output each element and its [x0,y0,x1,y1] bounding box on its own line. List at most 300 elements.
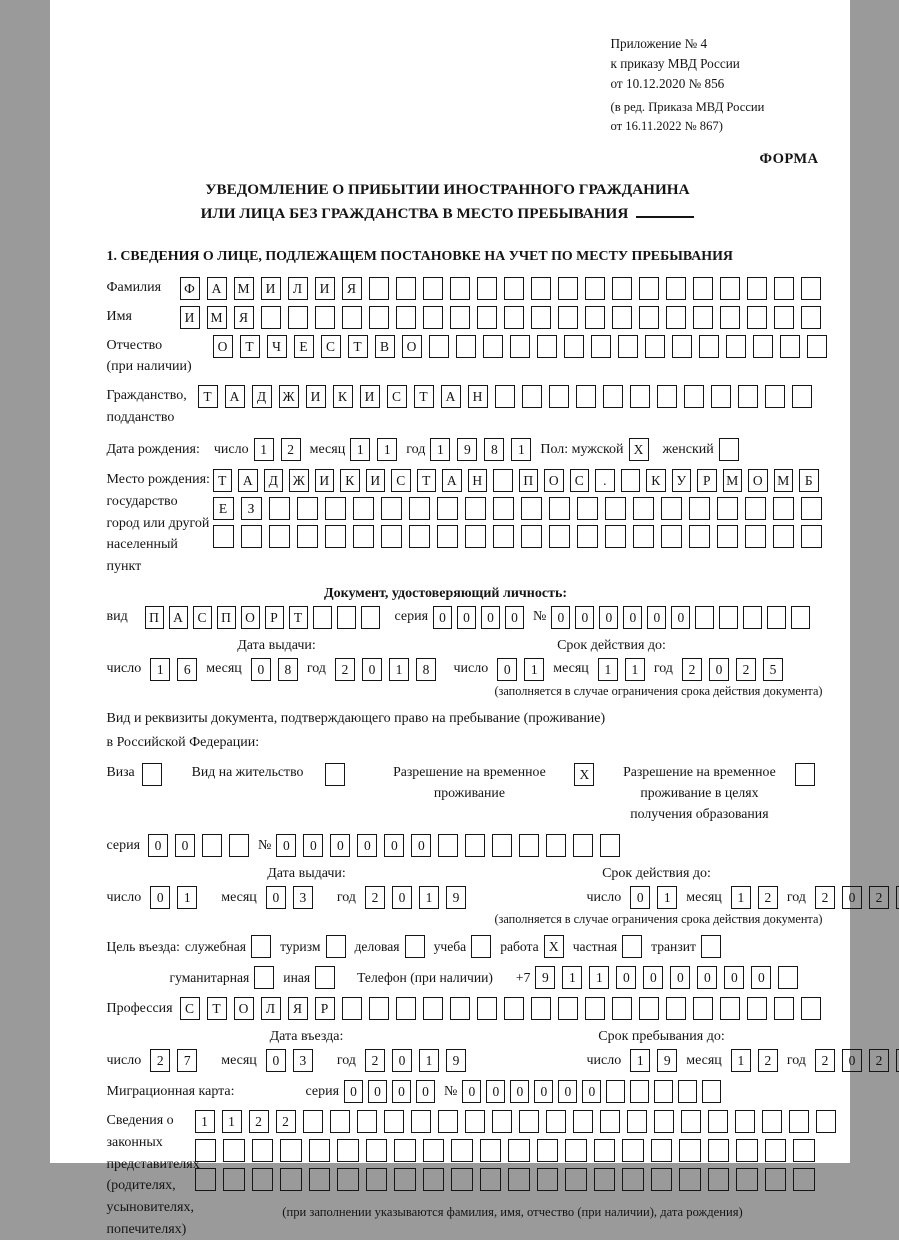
char-box[interactable] [450,306,470,329]
char-box[interactable]: 0 [616,966,636,989]
char-box[interactable] [621,469,641,492]
char-box[interactable] [405,935,425,958]
char-box[interactable]: X [544,935,564,958]
char-box[interactable] [450,277,470,300]
char-box[interactable] [519,1110,539,1133]
char-box[interactable] [537,335,557,358]
char-box[interactable] [313,606,332,629]
char-box[interactable]: 0 [486,1080,505,1103]
char-box[interactable]: В [375,335,395,358]
char-box[interactable] [651,1139,673,1162]
char-box[interactable]: 0 [457,606,476,629]
char-box[interactable] [504,997,524,1020]
char-box[interactable] [519,834,539,857]
char-box[interactable] [465,525,486,548]
char-box[interactable]: 9 [446,886,466,909]
char-box[interactable]: 2 [736,658,756,681]
char-box[interactable] [280,1168,302,1191]
char-box[interactable]: 1 [177,886,197,909]
char-box[interactable]: Т [348,335,368,358]
char-box[interactable] [521,525,542,548]
char-box[interactable]: Т [414,385,434,408]
char-box[interactable]: 2 [276,1110,296,1133]
char-box[interactable] [693,306,713,329]
char-box[interactable] [577,525,598,548]
char-box[interactable]: 0 [599,606,618,629]
char-box[interactable] [477,277,497,300]
char-box[interactable]: 1 [222,1110,242,1133]
char-box[interactable] [807,335,827,358]
char-box[interactable]: 0 [647,606,666,629]
char-box[interactable] [689,525,710,548]
char-box[interactable]: 0 [842,1049,862,1072]
char-box[interactable]: 2 [365,886,385,909]
char-box[interactable] [508,1168,530,1191]
char-box[interactable] [315,306,335,329]
char-box[interactable]: Т [213,469,233,492]
char-box[interactable] [297,497,318,520]
char-box[interactable]: 0 [251,658,271,681]
char-box[interactable] [549,385,569,408]
char-box[interactable] [381,497,402,520]
char-box[interactable]: 0 [481,606,500,629]
char-box[interactable]: X [574,763,594,786]
char-box[interactable]: Е [294,335,314,358]
char-box[interactable] [549,525,570,548]
char-box[interactable] [585,306,605,329]
char-box[interactable]: Р [315,997,335,1020]
char-box[interactable] [661,525,682,548]
char-box[interactable] [801,497,822,520]
char-box[interactable] [612,997,632,1020]
char-box[interactable]: С [387,385,407,408]
char-box[interactable] [357,1110,377,1133]
char-box[interactable]: А [441,385,461,408]
char-box[interactable] [738,385,758,408]
char-box[interactable]: 0 [724,966,744,989]
char-box[interactable] [396,997,416,1020]
char-box[interactable]: 2 [758,886,778,909]
char-box[interactable]: 2 [365,1049,385,1072]
char-box[interactable] [315,966,335,989]
char-box[interactable] [630,1080,649,1103]
char-box[interactable]: Д [252,385,272,408]
char-box[interactable]: 0 [751,966,771,989]
char-box[interactable] [480,1168,502,1191]
char-box[interactable]: 2 [815,1049,835,1072]
char-box[interactable]: 0 [368,1080,387,1103]
char-box[interactable] [801,277,821,300]
char-box[interactable]: Ж [279,385,299,408]
char-box[interactable]: А [238,469,258,492]
char-box[interactable]: 0 [330,834,350,857]
char-box[interactable] [353,497,374,520]
char-box[interactable] [594,1168,616,1191]
char-box[interactable]: 2 [335,658,355,681]
char-box[interactable] [366,1168,388,1191]
char-box[interactable] [774,997,794,1020]
char-box[interactable] [381,525,402,548]
char-box[interactable] [701,935,721,958]
char-box[interactable] [792,385,812,408]
char-box[interactable] [303,1110,323,1133]
char-box[interactable]: И [261,277,281,300]
char-box[interactable] [726,335,746,358]
char-box[interactable]: 0 [582,1080,601,1103]
char-box[interactable] [622,1168,644,1191]
char-box[interactable]: С [193,606,212,629]
char-box[interactable]: 9 [657,1049,677,1072]
char-box[interactable] [223,1168,245,1191]
char-box[interactable]: Т [207,997,227,1020]
char-box[interactable]: X [629,438,649,461]
char-box[interactable] [493,497,514,520]
char-box[interactable] [639,277,659,300]
char-box[interactable]: 0 [266,1049,286,1072]
char-box[interactable] [546,834,566,857]
char-box[interactable] [600,834,620,857]
char-box[interactable] [477,306,497,329]
char-box[interactable]: О [213,335,233,358]
char-box[interactable]: Ж [289,469,309,492]
char-box[interactable] [708,1139,730,1162]
char-box[interactable]: 0 [623,606,642,629]
char-box[interactable]: 3 [293,1049,313,1072]
char-box[interactable] [773,497,794,520]
char-box[interactable] [142,763,162,786]
char-box[interactable] [633,525,654,548]
char-box[interactable]: А [169,606,188,629]
char-box[interactable] [409,497,430,520]
char-box[interactable] [573,834,593,857]
char-box[interactable]: 9 [457,438,477,461]
char-box[interactable] [651,1168,673,1191]
char-box[interactable] [679,1139,701,1162]
char-box[interactable] [603,385,623,408]
char-box[interactable] [720,997,740,1020]
char-box[interactable]: 9 [446,1049,466,1072]
char-box[interactable]: 1 [195,1110,215,1133]
char-box[interactable] [429,335,449,358]
char-box[interactable]: 0 [842,886,862,909]
char-box[interactable]: 0 [697,966,717,989]
char-box[interactable] [483,335,503,358]
char-box[interactable] [223,1139,245,1162]
char-box[interactable]: 0 [551,606,570,629]
char-box[interactable]: 0 [362,658,382,681]
char-box[interactable] [708,1168,730,1191]
char-box[interactable] [657,385,677,408]
char-box[interactable] [577,497,598,520]
char-box[interactable]: И [315,277,335,300]
char-box[interactable] [326,935,346,958]
char-box[interactable] [672,335,692,358]
char-box[interactable]: Т [198,385,218,408]
char-box[interactable]: 0 [671,606,690,629]
char-box[interactable] [591,335,611,358]
char-box[interactable] [361,606,380,629]
char-box[interactable] [537,1139,559,1162]
char-box[interactable] [325,525,346,548]
char-box[interactable] [717,497,738,520]
char-box[interactable]: О [241,606,260,629]
char-box[interactable] [251,935,271,958]
char-box[interactable]: И [180,306,200,329]
char-box[interactable]: 0 [510,1080,529,1103]
char-box[interactable] [280,1139,302,1162]
char-box[interactable] [576,385,596,408]
char-box[interactable]: 0 [357,834,377,857]
char-box[interactable]: 0 [150,886,170,909]
char-box[interactable]: К [340,469,360,492]
char-box[interactable]: Ф [180,277,200,300]
char-box[interactable]: 0 [266,886,286,909]
char-box[interactable]: А [442,469,462,492]
char-box[interactable]: О [544,469,564,492]
char-box[interactable]: О [234,997,254,1020]
char-box[interactable] [693,997,713,1020]
char-box[interactable] [558,997,578,1020]
char-box[interactable]: 1 [377,438,397,461]
char-box[interactable] [765,385,785,408]
char-box[interactable] [492,1110,512,1133]
char-box[interactable] [437,497,458,520]
char-box[interactable]: 2 [758,1049,778,1072]
char-box[interactable] [605,497,626,520]
char-box[interactable]: 1 [598,658,618,681]
char-box[interactable]: Р [265,606,284,629]
char-box[interactable] [330,1110,350,1133]
char-box[interactable]: 0 [462,1080,481,1103]
char-box[interactable] [504,306,524,329]
char-box[interactable]: О [402,335,422,358]
char-box[interactable] [411,1110,431,1133]
char-box[interactable]: С [321,335,341,358]
char-box[interactable]: 9 [535,966,555,989]
char-box[interactable]: 1 [254,438,274,461]
char-box[interactable]: 0 [670,966,690,989]
char-box[interactable] [747,997,767,1020]
char-box[interactable]: М [723,469,743,492]
char-box[interactable] [456,335,476,358]
char-box[interactable] [297,525,318,548]
char-box[interactable]: Е [213,497,234,520]
char-box[interactable] [309,1168,331,1191]
char-box[interactable]: И [366,469,386,492]
char-box[interactable]: 5 [763,658,783,681]
char-box[interactable]: Т [240,335,260,358]
char-box[interactable] [471,935,491,958]
char-box[interactable] [633,497,654,520]
char-box[interactable]: 0 [344,1080,363,1103]
char-box[interactable] [743,606,762,629]
char-box[interactable] [252,1168,274,1191]
char-box[interactable] [229,834,249,857]
char-box[interactable]: 0 [630,886,650,909]
char-box[interactable]: 2 [249,1110,269,1133]
char-box[interactable] [736,1168,758,1191]
char-box[interactable] [816,1110,836,1133]
char-box[interactable] [774,277,794,300]
char-box[interactable] [678,1080,697,1103]
char-box[interactable] [600,1110,620,1133]
char-box[interactable] [342,997,362,1020]
char-box[interactable]: 0 [558,1080,577,1103]
char-box[interactable] [689,497,710,520]
char-box[interactable]: 2 [281,438,301,461]
char-box[interactable]: 1 [731,886,751,909]
char-box[interactable] [477,997,497,1020]
char-box[interactable] [585,277,605,300]
char-box[interactable] [438,834,458,857]
char-box[interactable]: Н [468,385,488,408]
char-box[interactable] [622,935,642,958]
char-box[interactable] [384,1110,404,1133]
char-box[interactable] [801,306,821,329]
char-box[interactable] [585,997,605,1020]
char-box[interactable] [423,277,443,300]
char-box[interactable]: 0 [392,1049,412,1072]
char-box[interactable] [639,997,659,1020]
char-box[interactable]: 0 [392,1080,411,1103]
char-box[interactable]: Б [799,469,819,492]
char-box[interactable]: Л [261,997,281,1020]
char-box[interactable]: М [234,277,254,300]
char-box[interactable] [645,335,665,358]
char-box[interactable] [605,525,626,548]
char-box[interactable] [369,277,389,300]
char-box[interactable] [793,1139,815,1162]
char-box[interactable]: 0 [505,606,524,629]
char-box[interactable] [369,306,389,329]
char-box[interactable] [780,335,800,358]
char-box[interactable] [465,834,485,857]
char-box[interactable] [618,335,638,358]
char-box[interactable] [719,438,739,461]
char-box[interactable] [801,525,822,548]
char-box[interactable] [269,497,290,520]
char-box[interactable] [342,306,362,329]
char-box[interactable] [765,1139,787,1162]
char-box[interactable] [531,306,551,329]
char-box[interactable]: 6 [177,658,197,681]
char-box[interactable] [745,497,766,520]
char-box[interactable]: . [595,469,615,492]
char-box[interactable]: С [391,469,411,492]
char-box[interactable] [423,306,443,329]
char-box[interactable]: 0 [303,834,323,857]
char-box[interactable] [508,1139,530,1162]
char-box[interactable]: Д [264,469,284,492]
char-box[interactable] [719,606,738,629]
char-box[interactable] [778,966,798,989]
char-box[interactable] [396,277,416,300]
char-box[interactable]: 0 [643,966,663,989]
char-box[interactable] [717,525,738,548]
char-box[interactable] [521,497,542,520]
char-box[interactable]: И [306,385,326,408]
char-box[interactable]: Т [417,469,437,492]
char-box[interactable]: 2 [682,658,702,681]
char-box[interactable] [394,1168,416,1191]
char-box[interactable] [708,1110,728,1133]
char-box[interactable]: 1 [511,438,531,461]
char-box[interactable] [661,497,682,520]
char-box[interactable]: 0 [276,834,296,857]
char-box[interactable]: О [748,469,768,492]
char-box[interactable]: Я [234,306,254,329]
char-box[interactable] [493,525,514,548]
char-box[interactable] [522,385,542,408]
char-box[interactable]: А [207,277,227,300]
char-box[interactable]: 3 [293,886,313,909]
char-box[interactable] [747,277,767,300]
char-box[interactable]: М [207,306,227,329]
char-box[interactable] [565,1139,587,1162]
char-box[interactable]: Л [288,277,308,300]
char-box[interactable] [654,1080,673,1103]
char-box[interactable] [195,1168,217,1191]
char-box[interactable] [789,1110,809,1133]
char-box[interactable] [684,385,704,408]
char-box[interactable] [711,385,731,408]
char-box[interactable] [252,1139,274,1162]
char-box[interactable] [699,335,719,358]
char-box[interactable] [666,277,686,300]
char-box[interactable]: К [646,469,666,492]
char-box[interactable]: 0 [433,606,452,629]
char-box[interactable]: К [333,385,353,408]
char-box[interactable]: 1 [657,886,677,909]
char-box[interactable] [451,1139,473,1162]
char-box[interactable]: 8 [278,658,298,681]
char-box[interactable] [531,997,551,1020]
char-box[interactable]: Р [697,469,717,492]
char-box[interactable] [465,1110,485,1133]
char-box[interactable] [423,997,443,1020]
char-box[interactable] [438,1110,458,1133]
char-box[interactable] [493,469,513,492]
char-box[interactable]: 1 [731,1049,751,1072]
char-box[interactable]: 0 [392,886,412,909]
char-box[interactable]: 2 [869,886,889,909]
char-box[interactable]: 8 [484,438,504,461]
char-box[interactable]: И [315,469,335,492]
char-box[interactable] [795,763,815,786]
char-box[interactable] [423,1168,445,1191]
char-box[interactable]: 1 [430,438,450,461]
char-box[interactable]: 0 [384,834,404,857]
char-box[interactable] [558,277,578,300]
char-box[interactable] [573,1110,593,1133]
char-box[interactable] [612,306,632,329]
char-box[interactable] [558,306,578,329]
char-box[interactable] [480,1139,502,1162]
char-box[interactable]: 7 [177,1049,197,1072]
char-box[interactable] [606,1080,625,1103]
char-box[interactable] [537,1168,559,1191]
char-box[interactable] [437,525,458,548]
char-box[interactable] [639,306,659,329]
char-box[interactable]: 1 [524,658,544,681]
char-box[interactable] [594,1139,616,1162]
char-box[interactable]: А [225,385,245,408]
char-box[interactable] [564,335,584,358]
char-box[interactable]: 1 [625,658,645,681]
char-box[interactable] [366,1139,388,1162]
char-box[interactable]: 0 [497,658,517,681]
char-box[interactable] [504,277,524,300]
